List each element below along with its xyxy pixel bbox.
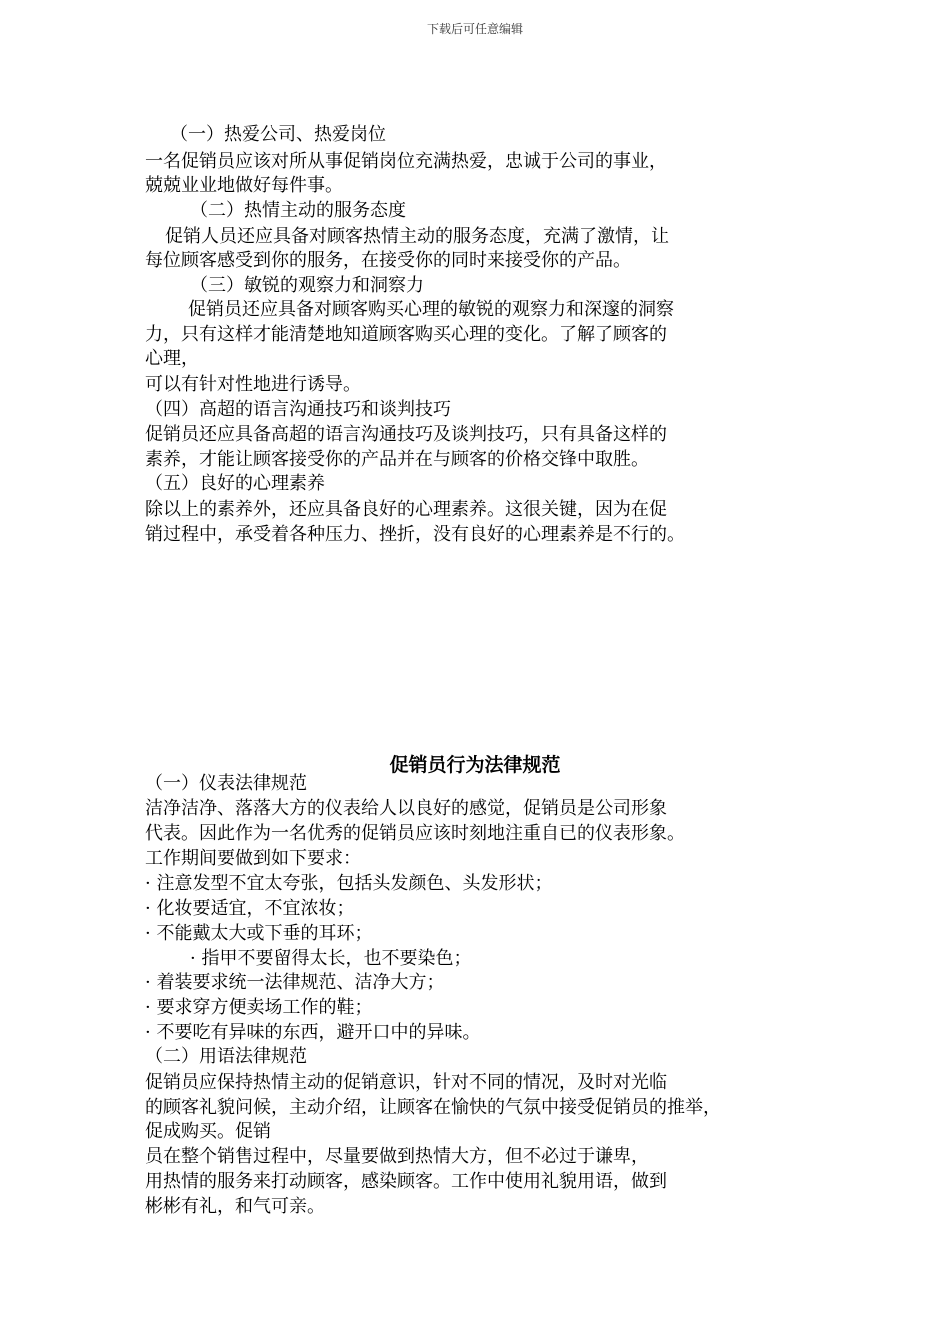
heading-psychology: （五）良好的心理素养: [145, 473, 325, 494]
paragraph-line: 每位顾客感受到你的服务，在接受你的同时来接受你的产品。: [145, 250, 631, 271]
paragraph-line: 促销人员还应具备对顾客热情主动的服务态度，充满了激情，让: [165, 226, 669, 247]
bullet-item: · 注意发型不宜太夸张，包括头发颜色、头发形状；: [145, 873, 553, 894]
page-header: 下载后可任意编辑: [426, 22, 523, 36]
heading-love-company: （一）热爱公司、热爱岗位: [170, 124, 386, 145]
paragraph-line: 兢兢业业地做好每件事。: [145, 175, 343, 196]
paragraph-line: 除以上的素养外，还应具备良好的心理素养。这很关键，因为在促: [145, 499, 667, 520]
paragraph-line: 彬彬有礼，和气可亲。: [145, 1196, 325, 1217]
paragraph-line: 素养，才能让顾客接受你的产品并在与顾客的价格交锋中取胜。: [145, 449, 649, 470]
bullet-item: · 不能戴太大或下垂的耳环；: [145, 923, 373, 944]
paragraph-line: 促销员还应具备对顾客购买心理的敏锐的观察力和深邃的洞察: [188, 299, 674, 320]
bullet-item: · 不要吃有异味的东西，避开口中的异味。: [145, 1022, 481, 1043]
paragraph-line: 洁净洁净、落落大方的仪表给人以良好的感觉，促销员是公司形象: [145, 798, 667, 819]
paragraph-line: 工作期间要做到如下要求：: [145, 848, 361, 869]
paragraph-line: 心理，: [145, 348, 199, 369]
section-title: 促销员行为法律规范: [389, 754, 561, 776]
paragraph-line: 力，只有这样才能清楚地知道顾客购买心理的变化。了解了顾客的: [145, 324, 667, 345]
paragraph-line: 促成购买。促销: [145, 1121, 271, 1142]
heading-observation: （三）敏锐的观察力和洞察力: [190, 275, 424, 296]
bullet-item: · 化妆要适宜，不宜浓妆；: [145, 898, 355, 919]
heading-appearance: （一）仪表法律规范: [145, 773, 307, 794]
paragraph-line: 员在整个销售过程中，尽量要做到热情大方，但不必过于谦卑，: [145, 1146, 649, 1167]
bullet-item: · 指甲不要留得太长，也不要染色；: [190, 948, 472, 969]
paragraph-line: 用热情的服务来打动顾客，感染顾客。工作中使用礼貌用语，做到: [145, 1171, 667, 1192]
bullet-item: · 要求穿方便卖场工作的鞋；: [145, 997, 373, 1018]
paragraph-line: 促销员应保持热情主动的促销意识，针对不同的情况，及时对光临: [145, 1072, 667, 1093]
paragraph-line: 代表。因此作为一名优秀的促销员应该时刻地注重自已的仪表形象。: [145, 823, 685, 844]
paragraph-line: 的顾客礼貌问候，主动介绍，让顾客在愉快的气氛中接受促销员的推举，: [145, 1097, 721, 1118]
paragraph-line: 销过程中，承受着各种压力、挫折，没有良好的心理素养是不行的。: [145, 524, 685, 545]
paragraph-line: 一名促销员应该对所从事促销岗位充满热爱，忠诚于公司的事业，: [145, 151, 667, 172]
bullet-item: · 着装要求统一法律规范、洁净大方；: [145, 972, 445, 993]
heading-language: （二）用语法律规范: [145, 1046, 307, 1067]
heading-communication: （四）高超的语言沟通技巧和谈判技巧: [145, 399, 451, 420]
paragraph-line: 促销员还应具备高超的语言沟通技巧及谈判技巧，只有具备这样的: [145, 424, 667, 445]
paragraph-line: 可以有针对性地进行诱导。: [145, 374, 361, 395]
heading-service-attitude: （二）热情主动的服务态度: [190, 200, 406, 221]
